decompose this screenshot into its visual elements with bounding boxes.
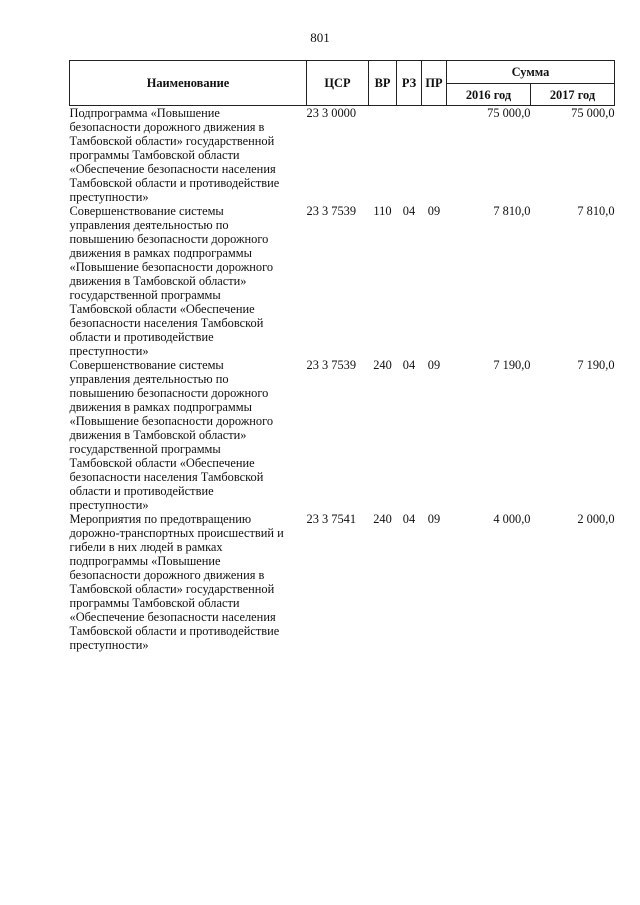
row-name: Подпрограмма «Повышение безопасности дорожного движения в Тамбовской области» государственной программы Тамбовской области «Обеспечение безопасности населения Тамбовской области и противодействие преступности» bbox=[69, 106, 280, 204]
table-row bbox=[70, 106, 615, 205]
row-sum-2017: 7 190,0 bbox=[577, 358, 615, 372]
row-csr: 23 3 7539 bbox=[306, 204, 357, 218]
table-row bbox=[70, 204, 615, 358]
row-name: Мероприятия по предотвращению дорожно-транспортных происшествий и гибели в них людей в рамках подпрограммы «Повышение безопасности дорожного движения в Тамбовской области» государственной программы Тамбовской области «Обеспечение безопасности населения Тамбовской области и противодействие преступности» bbox=[69, 512, 284, 652]
row-sum-2017: 2 000,0 bbox=[577, 512, 615, 526]
page-number: 801 bbox=[310, 30, 330, 45]
row-name: Совершенствование системы управления деятельностью по повышению безопасности дорожного движения в рамках подпрограммы «Повышение безопасности дорожного движения в Тамбовской области» государственной программы Тамбовской области «Обеспечение безопасности населения Тамбовской области и противодействие преступности» bbox=[69, 204, 274, 358]
header-vr: ВР bbox=[369, 61, 397, 106]
row-csr: 23 3 0000 bbox=[306, 106, 357, 120]
row-pr: 09 bbox=[427, 204, 441, 218]
table-row bbox=[70, 358, 615, 512]
row-sum-2016: 75 000,0 bbox=[487, 106, 531, 120]
row-name: Совершенствование системы управления деятельностью по повышению безопасности дорожного движения в рамках подпрограммы «Повышение безопасности дорожного движения в Тамбовской области» государственной программы Тамбовской области «Обеспечение безопасности населения Тамбовской области и противодействие преступности» bbox=[69, 358, 274, 512]
header-year-2016: 2016 год bbox=[447, 84, 531, 106]
row-rz: 04 bbox=[402, 358, 416, 372]
budget-table bbox=[69, 60, 615, 652]
header-pr: ПР bbox=[422, 61, 447, 106]
row-rz: 04 bbox=[402, 204, 416, 218]
header-rz: РЗ bbox=[397, 61, 422, 106]
row-rz: 04 bbox=[402, 512, 416, 526]
table-header bbox=[70, 61, 615, 106]
row-csr: 23 3 7539 bbox=[306, 358, 357, 372]
row-vr: 240 bbox=[373, 512, 392, 526]
row-pr: 09 bbox=[427, 358, 441, 372]
row-sum-2016: 7 190,0 bbox=[493, 358, 531, 372]
row-rz bbox=[397, 106, 422, 205]
header-year-2017: 2017 год bbox=[531, 84, 615, 106]
row-sum-2017: 75 000,0 bbox=[571, 106, 615, 120]
row-pr: 09 bbox=[427, 512, 441, 526]
header-sum: Сумма bbox=[447, 61, 615, 84]
header-csr: ЦСР bbox=[307, 61, 369, 106]
row-sum-2016: 7 810,0 bbox=[493, 204, 531, 218]
row-vr: 240 bbox=[373, 358, 392, 372]
row-csr: 23 3 7541 bbox=[306, 512, 357, 526]
row-pr bbox=[422, 106, 447, 205]
row-sum-2017: 7 810,0 bbox=[577, 204, 615, 218]
table-body bbox=[70, 106, 615, 653]
table-row bbox=[70, 512, 615, 652]
row-sum-2016: 4 000,0 bbox=[493, 512, 531, 526]
header-name: Наименование bbox=[70, 61, 307, 106]
row-vr: 110 bbox=[373, 204, 392, 218]
row-vr bbox=[369, 106, 397, 205]
